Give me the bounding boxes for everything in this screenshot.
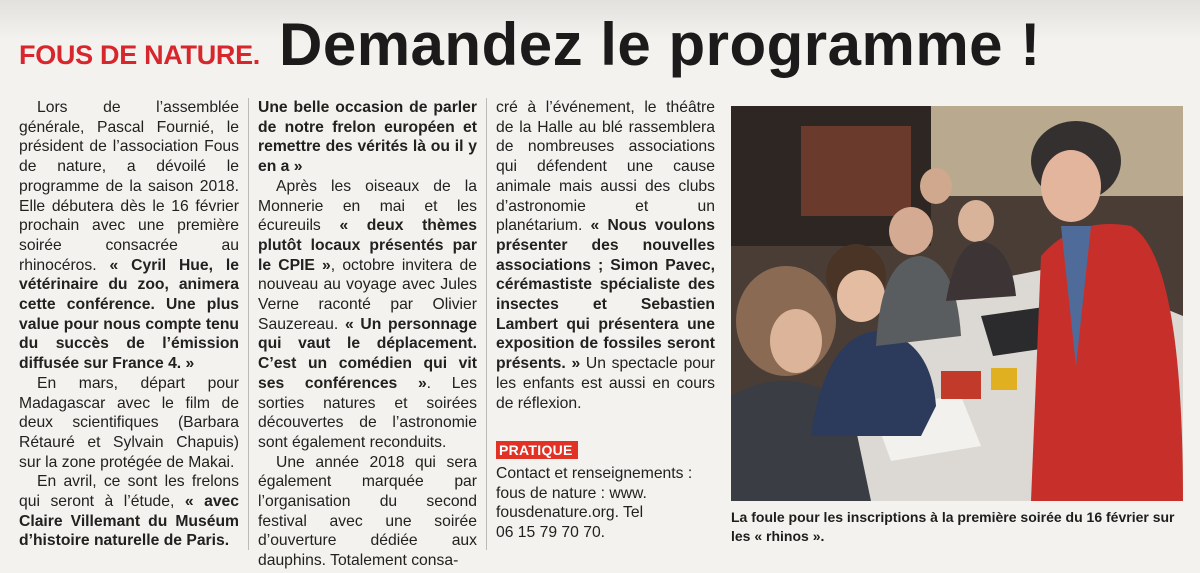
paragraph: [258, 177, 477, 453]
text: Une année 2018 qui sera également marquée par l’organisation du second festival avec une soirée d’ouverture dédiée aux dauphins. Totalement consa-: [258, 453, 477, 570]
text: Après les oiseaux de la Monnerie en mai et les écureuils: [258, 177, 477, 235]
book-on-table: [991, 368, 1017, 390]
person-face: [958, 200, 994, 242]
article-column-2: [258, 98, 477, 571]
text: En avril, ce sont les frelons qui seront à l’étude,: [19, 473, 239, 511]
article-headline: Demandez le programme !: [279, 11, 1041, 78]
column-divider: [486, 98, 487, 550]
text: En mars, départ pour Madagascar avec le film de deux scientifiques (Barbara Rétauré et Sylvain Chapuis) sur la zone protégée de Makai.: [19, 374, 239, 471]
person-face: [889, 207, 933, 255]
box-on-table: [941, 371, 981, 399]
pratique-info: [496, 464, 718, 542]
quote: « avec Claire Villemant du Muséum d’histoire naturelle de Paris.: [19, 493, 240, 550]
person-face: [770, 309, 822, 373]
text: Lors de l’assemblée générale, Pascal Fournié, le président de l’association Fous de nature, a dévoilé le programme de la saison 2018. Elle débutera dès le 16 février prochain avec une première soirée consacrée au rhinocéros.: [19, 99, 239, 274]
text: , octobre invitera de nouveau au voyage avec Jules Verne raconté par Olivier Sauzereau.: [258, 256, 478, 333]
pratique-line: fous de nature : www.: [496, 484, 647, 502]
quote: Une belle occasion de parler de notre frelon européen et remettre des vérités là ou il y en a »: [258, 99, 477, 176]
quote: « deux thèmes plutôt locaux présentés par le CPIE »: [258, 217, 477, 274]
paragraph: [258, 453, 477, 571]
article-column-3: [496, 98, 715, 413]
photo-caption: La foule pour les inscriptions à la première soirée du 16 février sur les « rhinos ».: [731, 509, 1175, 544]
article-column-1: [19, 98, 239, 551]
person-face: [837, 270, 885, 322]
text: Un spectacle pour les enfants est aussi en cours de réflexion.: [496, 355, 715, 412]
pratique-label-text: PRATIQUE: [499, 442, 573, 458]
pratique-label: [496, 441, 578, 459]
curtain: [801, 126, 911, 216]
pratique-line: Contact et renseignements :: [496, 465, 693, 482]
text: . Les sorties natures et soirées découvertes de l’astronomie sont également reconduits.: [258, 374, 477, 451]
quote: « Un personnage qui vaut le déplacement. C’est un comédien qui vit ses conférences »: [258, 315, 477, 392]
article-photo: [731, 106, 1183, 501]
paragraph: [19, 472, 239, 551]
person-face: [1041, 150, 1101, 222]
paragraph: [496, 98, 715, 413]
person-face: [920, 168, 952, 204]
crowd-photo-illustration: [731, 106, 1183, 501]
column-divider: [248, 98, 249, 550]
quote: « Nous voulons présenter des nouvelles associations ; Simon Pavec, cérémastiste spécialiste des insectes et Sebastien Lambert qui présentera une exposition de fossiles seront présents. »: [496, 217, 715, 373]
quote: « Cyril Hue, le vétérinaire du zoo, animera cette conférence. Une plus value pour nous compte tenu du succès de l’émission diffusée sur France 4. »: [19, 256, 239, 373]
paragraph: [19, 98, 239, 374]
text: cré à l’événement, le théâtre de la Halle au blé rassemblera de nombreuses associations qui défendent une cause animale mais aussi des clubs d’astronomie et un planétarium.: [496, 99, 715, 235]
paragraph: [19, 374, 239, 473]
section-rubric: FOUS DE NATURE.: [19, 40, 261, 70]
paragraph: [258, 98, 477, 177]
pratique-line: fousdenature.org. Tel: [496, 504, 644, 522]
pratique-line: 06 15 79 70 70.: [496, 523, 606, 541]
